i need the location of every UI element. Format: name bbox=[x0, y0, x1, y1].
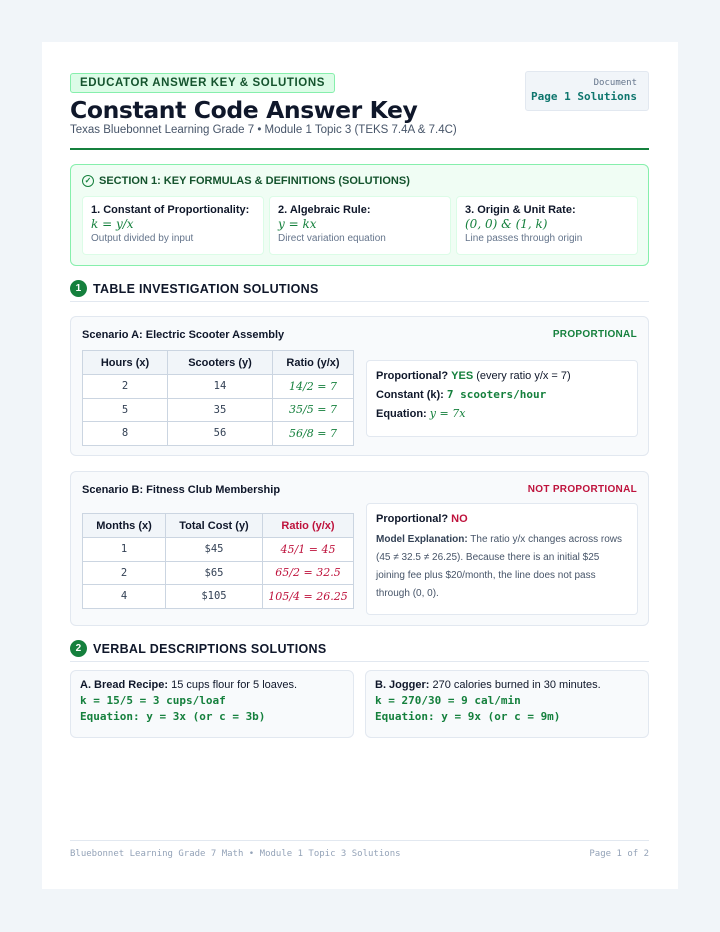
verbal-equation: Equation: y = 9x (or c = 9m) bbox=[375, 710, 561, 723]
constant-value: 7 scooters/hour bbox=[446, 388, 547, 401]
footer-page-number: Page 1 of 2 bbox=[589, 849, 649, 859]
verbal-prompt bbox=[375, 679, 639, 691]
formula-card-rule bbox=[269, 196, 451, 255]
verbal-text: 15 cups flour for 5 loaves. bbox=[171, 679, 298, 691]
scenario-b-answer bbox=[366, 503, 638, 615]
verbal-constant: k = 15/5 = 3 cups/loaf bbox=[80, 694, 226, 707]
answer-key-page bbox=[42, 42, 678, 889]
cell-ratio: 105/4 = 26.25 bbox=[263, 585, 354, 609]
constant-answer bbox=[376, 388, 628, 401]
not-proportional-tag: NOT PROPORTIONAL bbox=[527, 484, 637, 495]
answer-label: Proportional? bbox=[376, 370, 449, 382]
scenario-b-card bbox=[70, 471, 649, 626]
equation-answer bbox=[376, 407, 628, 420]
proportional-tag: PROPORTIONAL bbox=[552, 329, 637, 340]
column-header: Months (x) bbox=[83, 514, 166, 538]
footer-divider bbox=[70, 840, 649, 841]
cell-x: 2 bbox=[83, 561, 166, 585]
explanation-text: The ratio y/x changes across rows (45 ≠ 32.5 ≠ 26.25). Because there is an initial $25 joining fee plus $20/month, the line does not pass through (0, 0). bbox=[376, 534, 623, 599]
verbal-label: B. Jogger: bbox=[375, 679, 430, 691]
table-row bbox=[83, 375, 354, 399]
formula-expression: (0, 0) & (1, k) bbox=[465, 217, 548, 231]
constant-label: Constant (k): bbox=[376, 389, 444, 401]
verbal-text: 270 calories burned in 30 minutes. bbox=[432, 679, 601, 691]
formulas-heading-text: SECTION 1: KEY FORMULAS & DEFINITIONS (SOLUTIONS) bbox=[99, 175, 410, 187]
formula-card-constant bbox=[82, 196, 264, 255]
scenario-b-table bbox=[82, 513, 354, 609]
page-title: Constant Code Answer Key bbox=[70, 96, 418, 124]
formulas-section bbox=[70, 164, 649, 266]
cell-x: 8 bbox=[83, 422, 168, 446]
column-header: Ratio (y/x) bbox=[263, 514, 354, 538]
formula-card-origin bbox=[456, 196, 638, 255]
verbal-section-heading bbox=[70, 640, 327, 657]
cell-x: 1 bbox=[83, 538, 166, 562]
proportional-answer bbox=[376, 370, 628, 382]
cell-y: 14 bbox=[168, 375, 273, 399]
scenario-title: Scenario B: Fitness Club Membership bbox=[82, 484, 281, 496]
column-header: Hours (x) bbox=[83, 351, 168, 375]
equation-value: y = 7x bbox=[429, 407, 466, 420]
answer-label: Proportional? bbox=[376, 513, 449, 525]
formula-expression: k = y/x bbox=[91, 217, 134, 231]
answer-value: YES bbox=[451, 370, 474, 382]
answer-note: (every ratio y/x = 7) bbox=[476, 370, 571, 382]
formula-description: Line passes through origin bbox=[465, 233, 583, 244]
cell-y: $45 bbox=[166, 538, 263, 562]
table-header-row bbox=[83, 351, 354, 375]
cell-x: 2 bbox=[83, 375, 168, 399]
page-subtitle: Texas Bluebonnet Learning Grade 7 • Module 1 Topic 3 (TEKS 7.4A & 7.4C) bbox=[70, 124, 457, 136]
cell-ratio: 56/8 = 7 bbox=[273, 422, 354, 446]
proportional-answer bbox=[376, 513, 628, 525]
cell-ratio: 35/5 = 7 bbox=[273, 398, 354, 422]
formulas-heading bbox=[82, 175, 410, 187]
cell-y: $65 bbox=[166, 561, 263, 585]
table-row bbox=[83, 561, 354, 585]
section-divider bbox=[70, 301, 649, 302]
scenario-a-card bbox=[70, 316, 649, 456]
table-header-row bbox=[83, 514, 354, 538]
table-row bbox=[83, 538, 354, 562]
educator-badge: EDUCATOR ANSWER KEY & SOLUTIONS bbox=[70, 73, 335, 93]
column-header: Total Cost (y) bbox=[166, 514, 263, 538]
formula-description: Direct variation equation bbox=[278, 233, 386, 244]
section-number: 2 bbox=[70, 640, 87, 657]
document-label: Document bbox=[593, 78, 637, 88]
answer-value: NO bbox=[451, 513, 468, 525]
section-heading-text: TABLE INVESTIGATION SOLUTIONS bbox=[93, 281, 319, 296]
equation-label: Equation: bbox=[376, 408, 427, 420]
formula-title: 2. Algebraic Rule: bbox=[278, 204, 371, 216]
model-explanation bbox=[376, 531, 628, 603]
table-section-heading bbox=[70, 280, 319, 297]
cell-y: 56 bbox=[168, 422, 273, 446]
scenario-title: Scenario A: Electric Scooter Assembly bbox=[82, 329, 285, 341]
formula-expression: y = kx bbox=[278, 217, 317, 231]
cell-ratio: 65/2 = 32.5 bbox=[263, 561, 354, 585]
formula-title: 3. Origin & Unit Rate: bbox=[465, 204, 576, 216]
formula-title: 1. Constant of Proportionality: bbox=[91, 204, 250, 216]
verbal-equation: Equation: y = 3x (or c = 3b) bbox=[80, 710, 266, 723]
verbal-card-jogger bbox=[365, 670, 649, 738]
table-row bbox=[83, 422, 354, 446]
column-header: Scooters (y) bbox=[168, 351, 273, 375]
cell-y: 35 bbox=[168, 398, 273, 422]
section-divider bbox=[70, 661, 649, 662]
column-header: Ratio (y/x) bbox=[273, 351, 354, 375]
table-row bbox=[83, 585, 354, 609]
check-circle-icon: ✓ bbox=[82, 175, 94, 187]
footer-left: Bluebonnet Learning Grade 7 Math • Module 1 Topic 3 Solutions bbox=[70, 849, 401, 859]
cell-x: 5 bbox=[83, 398, 168, 422]
document-value: Page 1 Solutions bbox=[531, 90, 637, 103]
document-box bbox=[525, 71, 649, 111]
section-heading-text: VERBAL DESCRIPTIONS SOLUTIONS bbox=[93, 641, 327, 656]
verbal-card-bread bbox=[70, 670, 354, 738]
verbal-prompt bbox=[80, 679, 344, 691]
section-number: 1 bbox=[70, 280, 87, 297]
formula-description: Output divided by input bbox=[91, 233, 194, 244]
verbal-label: A. Bread Recipe: bbox=[80, 679, 169, 691]
cell-x: 4 bbox=[83, 585, 166, 609]
scenario-a-table bbox=[82, 350, 354, 446]
explanation-label: Model Explanation: bbox=[376, 534, 468, 545]
cell-ratio: 45/1 = 45 bbox=[263, 538, 354, 562]
verbal-constant: k = 270/30 = 9 cal/min bbox=[375, 694, 521, 707]
table-row bbox=[83, 398, 354, 422]
header-divider bbox=[70, 148, 649, 150]
cell-ratio: 14/2 = 7 bbox=[273, 375, 354, 399]
cell-y: $105 bbox=[166, 585, 263, 609]
scenario-a-answer bbox=[366, 360, 638, 437]
